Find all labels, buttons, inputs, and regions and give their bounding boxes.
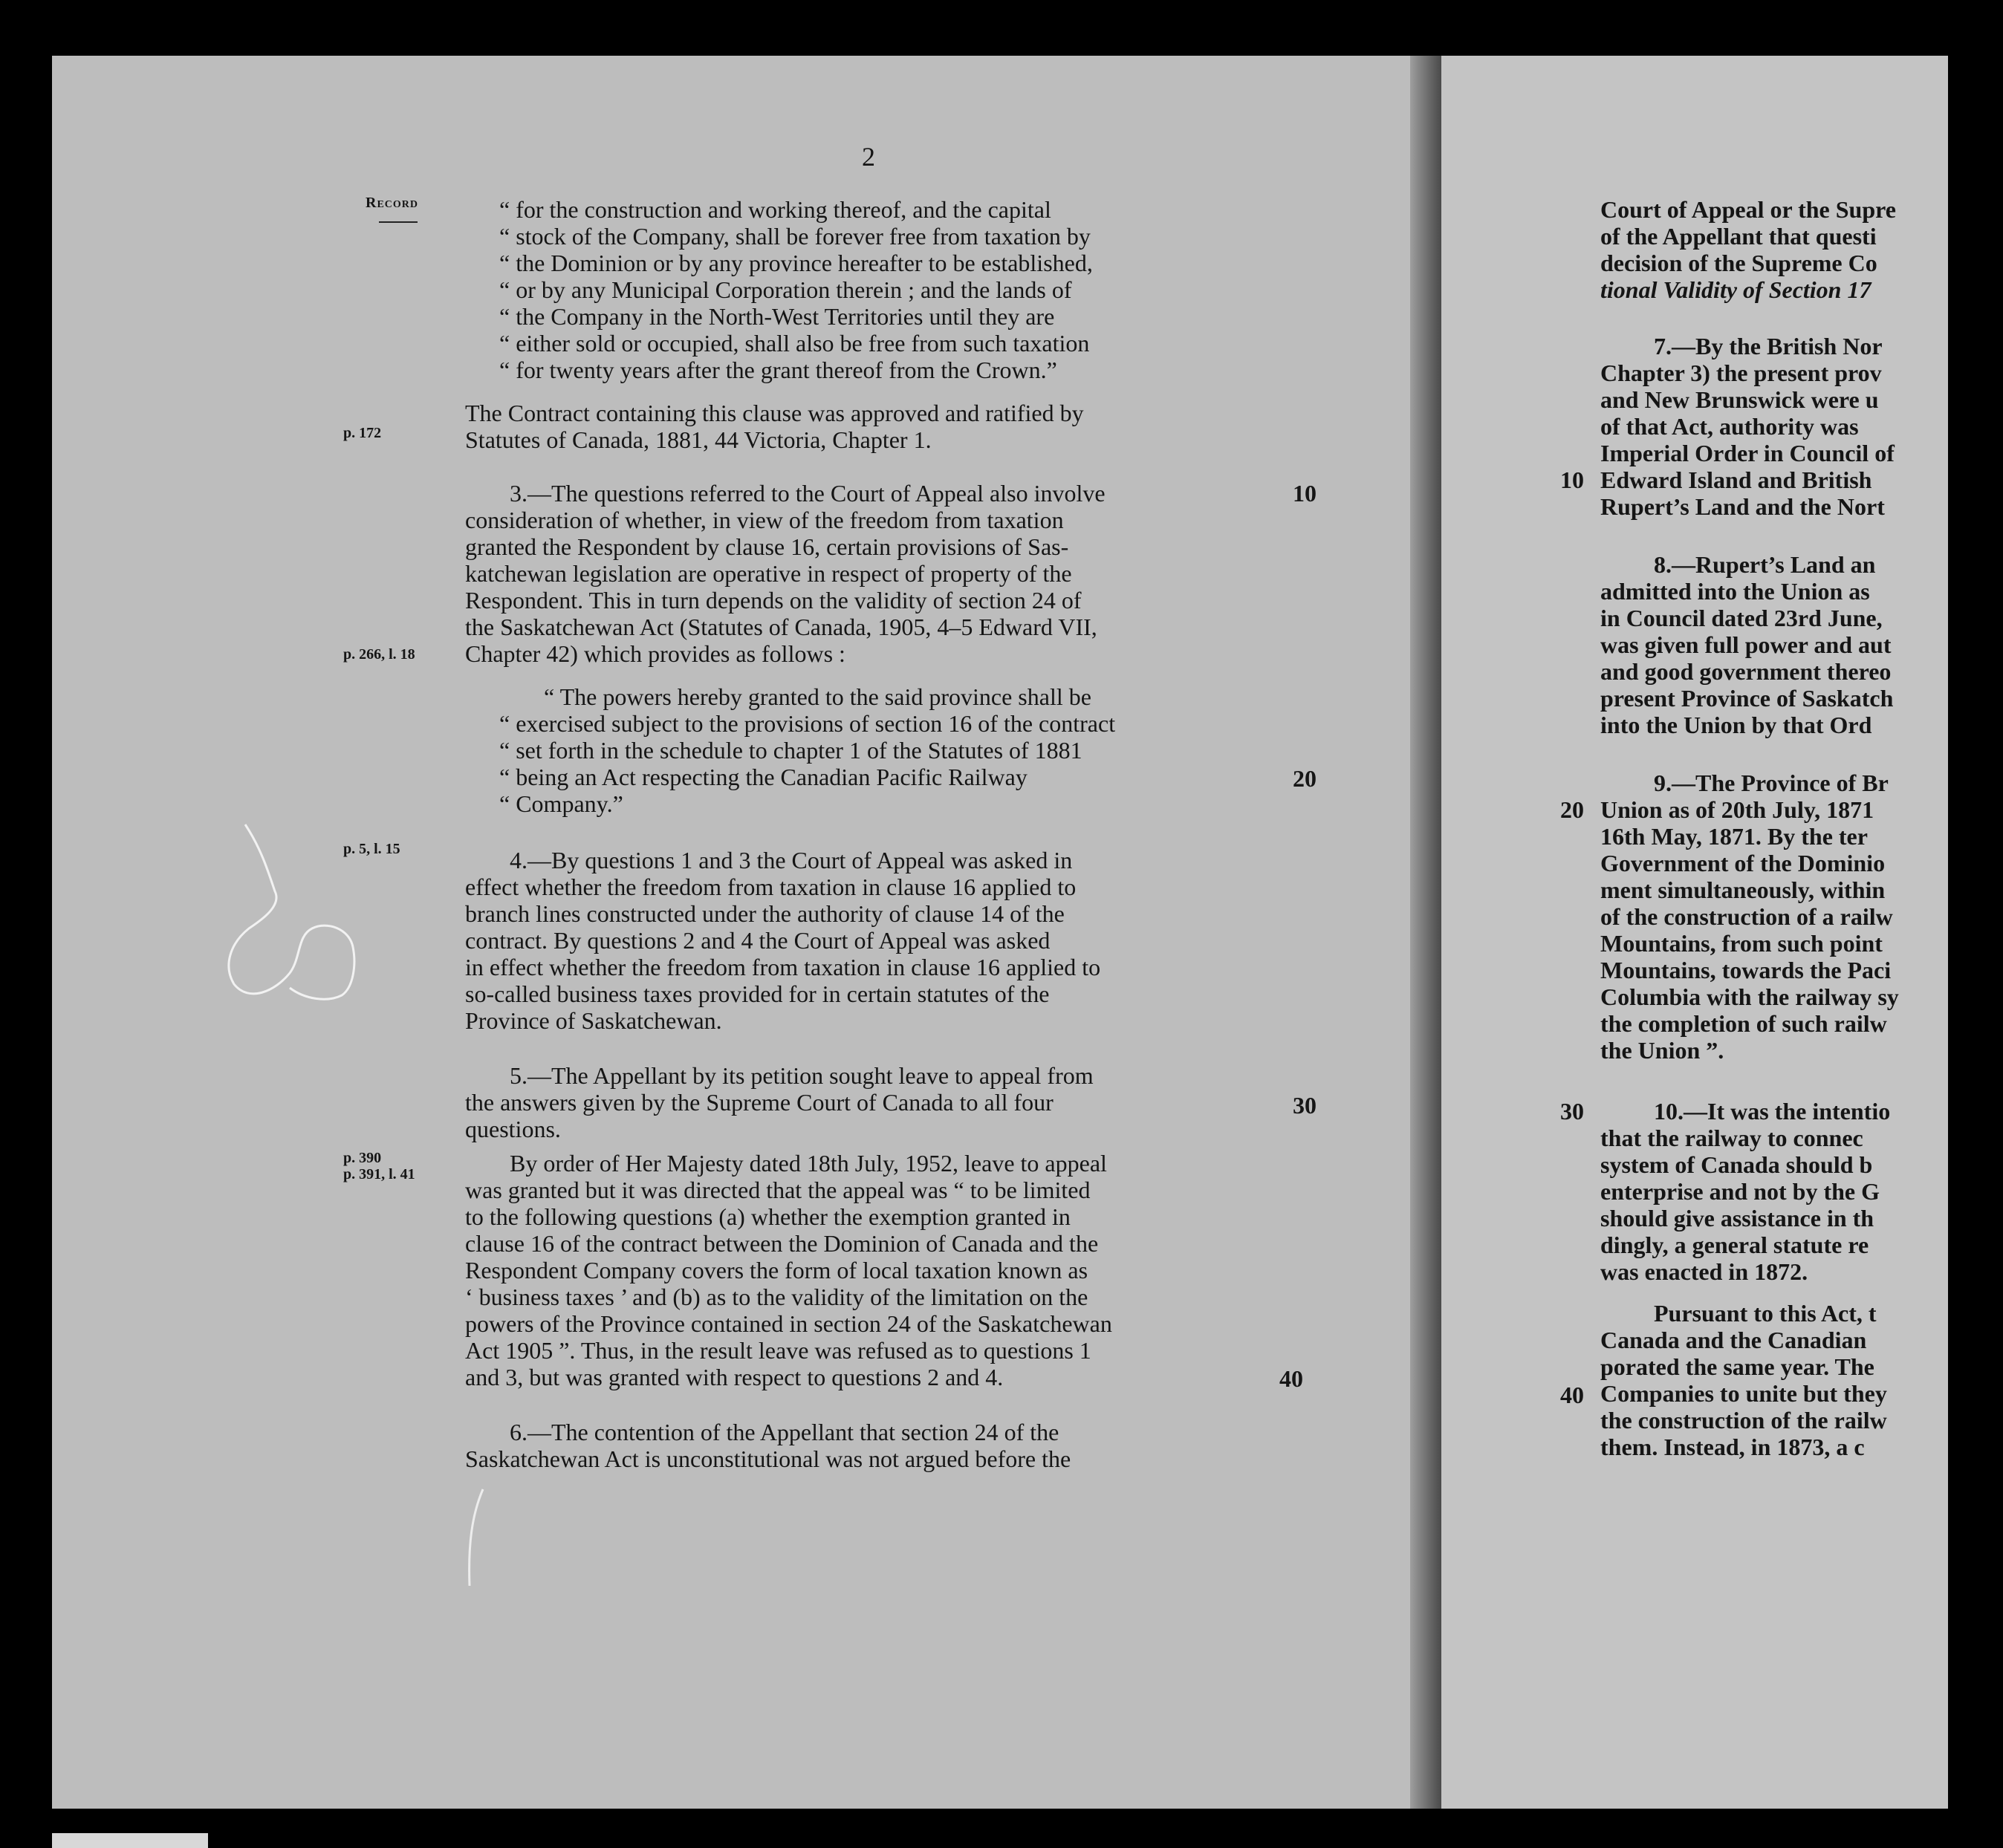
book-spine: [1410, 56, 1441, 1809]
margin-note-p172: p. 172: [343, 425, 382, 441]
page-number: 2: [862, 142, 875, 172]
text-line: Act 1905 ”. Thus, in the result leave was refused as to questions 1: [465, 1337, 1091, 1364]
text-line: “ The powers hereby granted to the said province shall be: [544, 683, 1091, 710]
paragraph-3: [465, 480, 1284, 667]
margin-note-p390: p. 390: [343, 1150, 382, 1166]
text-line: “ or by any Municipal Corporation therein ; and the lands of: [499, 276, 1072, 303]
text-line: powers of the Province contained in section 24 of the Saskatchewan: [465, 1310, 1112, 1337]
text-line: present Province of Saskatch: [1600, 685, 1894, 712]
text-line: the answers given by the Supreme Court of Canada to all four: [465, 1089, 1054, 1116]
text-line: was enacted in 1872.: [1600, 1258, 1808, 1285]
text-line: Government of the Dominio: [1600, 850, 1886, 876]
text-line: Saskatchewan Act is unconstitutional was not argued before the: [465, 1445, 1071, 1472]
scan-strip: [52, 1833, 208, 1848]
paragraph-5: [465, 1062, 1284, 1142]
text-line: the Saskatchewan Act (Statutes of Canada, 1905, 4–5 Edward VII,: [465, 614, 1097, 640]
paragraph-order: [465, 1150, 1284, 1390]
text-line: Union as of 20th July, 1871: [1600, 796, 1874, 823]
text-line: Edward Island and British: [1600, 466, 1872, 493]
text-line: effect whether the freedom from taxation in clause 16 applied to: [465, 873, 1077, 900]
line-number-30: 30: [1293, 1092, 1317, 1119]
right-line-number-30: 30: [1560, 1098, 1584, 1125]
text-line: Pursuant to this Act, t: [1654, 1300, 1877, 1327]
text-line: questions.: [465, 1116, 561, 1142]
text-line: enterprise and not by the G: [1600, 1178, 1880, 1205]
text-line: 9.—The Province of Br: [1654, 770, 1889, 796]
margin-note-p391: p. 391, l. 41: [343, 1166, 415, 1182]
text-line: The Contract containing this clause was approved and ratified by: [465, 400, 1084, 426]
text-line: Statutes of Canada, 1881, 44 Victoria, Chapter 1.: [465, 426, 932, 453]
text-line: system of Canada should b: [1600, 1151, 1873, 1178]
text-line: Chapter 3) the present prov: [1600, 359, 1882, 386]
text-line: and New Brunswick were u: [1600, 386, 1879, 413]
right-block-1: [1600, 196, 1957, 303]
text-line: that the railway to connec: [1600, 1125, 1863, 1151]
paragraph-6: [465, 1419, 1284, 1472]
text-line: was given full power and aut: [1600, 631, 1892, 658]
text-line: admitted into the Union as: [1600, 578, 1870, 605]
text-line: the completion of such railw: [1600, 1010, 1887, 1037]
text-line: the Union ”.: [1600, 1037, 1724, 1064]
line-number-40: 40: [1279, 1365, 1303, 1392]
text-line: By order of Her Majesty dated 18th July, 1952, leave to appeal: [510, 1150, 1107, 1177]
text-line: Companies to unite but they: [1600, 1380, 1887, 1407]
text-line: Rupert’s Land and the Nort: [1600, 493, 1885, 520]
text-line: the construction of the railw: [1600, 1407, 1887, 1434]
text-line: of the Appellant that questi: [1600, 223, 1877, 250]
text-line: porated the same year. The: [1600, 1353, 1874, 1380]
text-line: “ the Dominion or by any province hereafter to be established,: [499, 250, 1093, 276]
text-line: granted the Respondent by clause 16, certain provisions of Sas-: [465, 533, 1069, 560]
line-number-10: 10: [1293, 480, 1317, 507]
text-line: Respondent. This in turn depends on the validity of section 24 of: [465, 587, 1082, 614]
right-block-3: [1600, 551, 1957, 738]
quote-section-24: [499, 683, 1284, 817]
right-block-4: [1600, 770, 1957, 1064]
text-line: Chapter 42) which provides as follows :: [465, 640, 845, 667]
right-line-number-20: 20: [1560, 796, 1584, 823]
pencil-scribble-mark: [215, 817, 364, 1010]
text-line: into the Union by that Ord: [1600, 712, 1872, 738]
text-line: 7.—By the British Nor: [1654, 333, 1883, 359]
text-line: Court of Appeal or the Supre: [1600, 196, 1896, 223]
text-line: contract. By questions 2 and 4 the Court of Appeal was asked: [465, 927, 1051, 954]
text-line: “ for twenty years after the grant thereof from the Crown.”: [499, 357, 1057, 383]
text-line: to the following questions (a) whether the exemption granted in: [465, 1203, 1071, 1230]
right-block-2: [1600, 333, 1957, 520]
text-line: “ for the construction and working thereof, and the capital: [499, 196, 1051, 223]
text-line: in Council dated 23rd June,: [1600, 605, 1883, 631]
right-line-number-40: 40: [1560, 1382, 1584, 1408]
text-line: Province of Saskatchewan.: [465, 1007, 722, 1034]
text-line: 6.—The contention of the Appellant that section 24 of the: [510, 1419, 1059, 1445]
text-line: 8.—Rupert’s Land an: [1654, 551, 1876, 578]
text-line: 4.—By questions 1 and 3 the Court of Appeal was asked in: [510, 847, 1073, 873]
text-line: 3.—The questions referred to the Court of Appeal also involve: [510, 480, 1106, 507]
text-line: should give assistance in th: [1600, 1205, 1874, 1232]
text-line: of the construction of a railw: [1600, 903, 1893, 930]
text-line: “ Company.”: [499, 790, 623, 817]
text-line: “ being an Act respecting the Canadian Pacific Railway: [499, 764, 1028, 790]
record-rule: [379, 221, 418, 223]
text-line: ment simultaneously, within: [1600, 876, 1886, 903]
text-line: Columbia with the railway sy: [1600, 983, 1899, 1010]
text-line: 10.—It was the intentio: [1654, 1098, 1891, 1125]
text-line: katchewan legislation are operative in respect of property of the: [465, 560, 1072, 587]
line-number-20: 20: [1293, 765, 1317, 792]
right-block-6: [1600, 1300, 1957, 1460]
text-line: tional Validity of Section 17: [1600, 276, 1871, 303]
text-line: clause 16 of the contract between the Dominion of Canada and the: [465, 1230, 1099, 1257]
text-line: them. Instead, in 1873, a c: [1600, 1434, 1865, 1460]
text-line: so-called business taxes provided for in certain statutes of the: [465, 980, 1050, 1007]
text-line: ‘ business taxes ’ and (b) as to the validity of the limitation on the: [465, 1283, 1088, 1310]
paragraph-contract: [465, 400, 1284, 453]
margin-note-p5: p. 5, l. 15: [343, 841, 400, 857]
text-line: decision of the Supreme Co: [1600, 250, 1877, 276]
text-line: and good government thereo: [1600, 658, 1892, 685]
text-line: was granted but it was directed that the appeal was “ to be limited: [465, 1177, 1091, 1203]
right-block-5: [1600, 1098, 1957, 1285]
pencil-stroke-mark: [461, 1486, 490, 1590]
record-label: Record: [366, 195, 419, 211]
text-line: dingly, a general statute re: [1600, 1232, 1869, 1258]
quote-clause-16: [499, 196, 1284, 383]
text-line: consideration of whether, in view of the freedom from taxation: [465, 507, 1064, 533]
text-line: of that Act, authority was: [1600, 413, 1859, 440]
right-line-number-10: 10: [1560, 466, 1584, 493]
text-line: 5.—The Appellant by its petition sought leave to appeal from: [510, 1062, 1094, 1089]
paragraph-4: [465, 847, 1284, 1034]
text-line: in effect whether the freedom from taxation in clause 16 applied to: [465, 954, 1101, 980]
text-line: Mountains, from such point: [1600, 930, 1883, 957]
text-line: and 3, but was granted with respect to questions 2 and 4.: [465, 1364, 1004, 1390]
text-line: Imperial Order in Council of: [1600, 440, 1895, 466]
text-line: “ exercised subject to the provisions of section 16 of the contract: [499, 710, 1116, 737]
text-line: “ stock of the Company, shall be forever free from taxation by: [499, 223, 1091, 250]
text-line: branch lines constructed under the authority of clause 14 of the: [465, 900, 1065, 927]
text-line: “ the Company in the North-West Territories until they are: [499, 303, 1055, 330]
text-line: 16th May, 1871. By the ter: [1600, 823, 1868, 850]
text-line: Canada and the Canadian: [1600, 1327, 1867, 1353]
margin-note-p266: p. 266, l. 18: [343, 646, 415, 663]
text-line: Mountains, towards the Paci: [1600, 957, 1892, 983]
text-line: “ set forth in the schedule to chapter 1 of the Statutes of 1881: [499, 737, 1082, 764]
text-line: Respondent Company covers the form of local taxation known as: [465, 1257, 1088, 1283]
text-line: “ either sold or occupied, shall also be free from such taxation: [499, 330, 1090, 357]
